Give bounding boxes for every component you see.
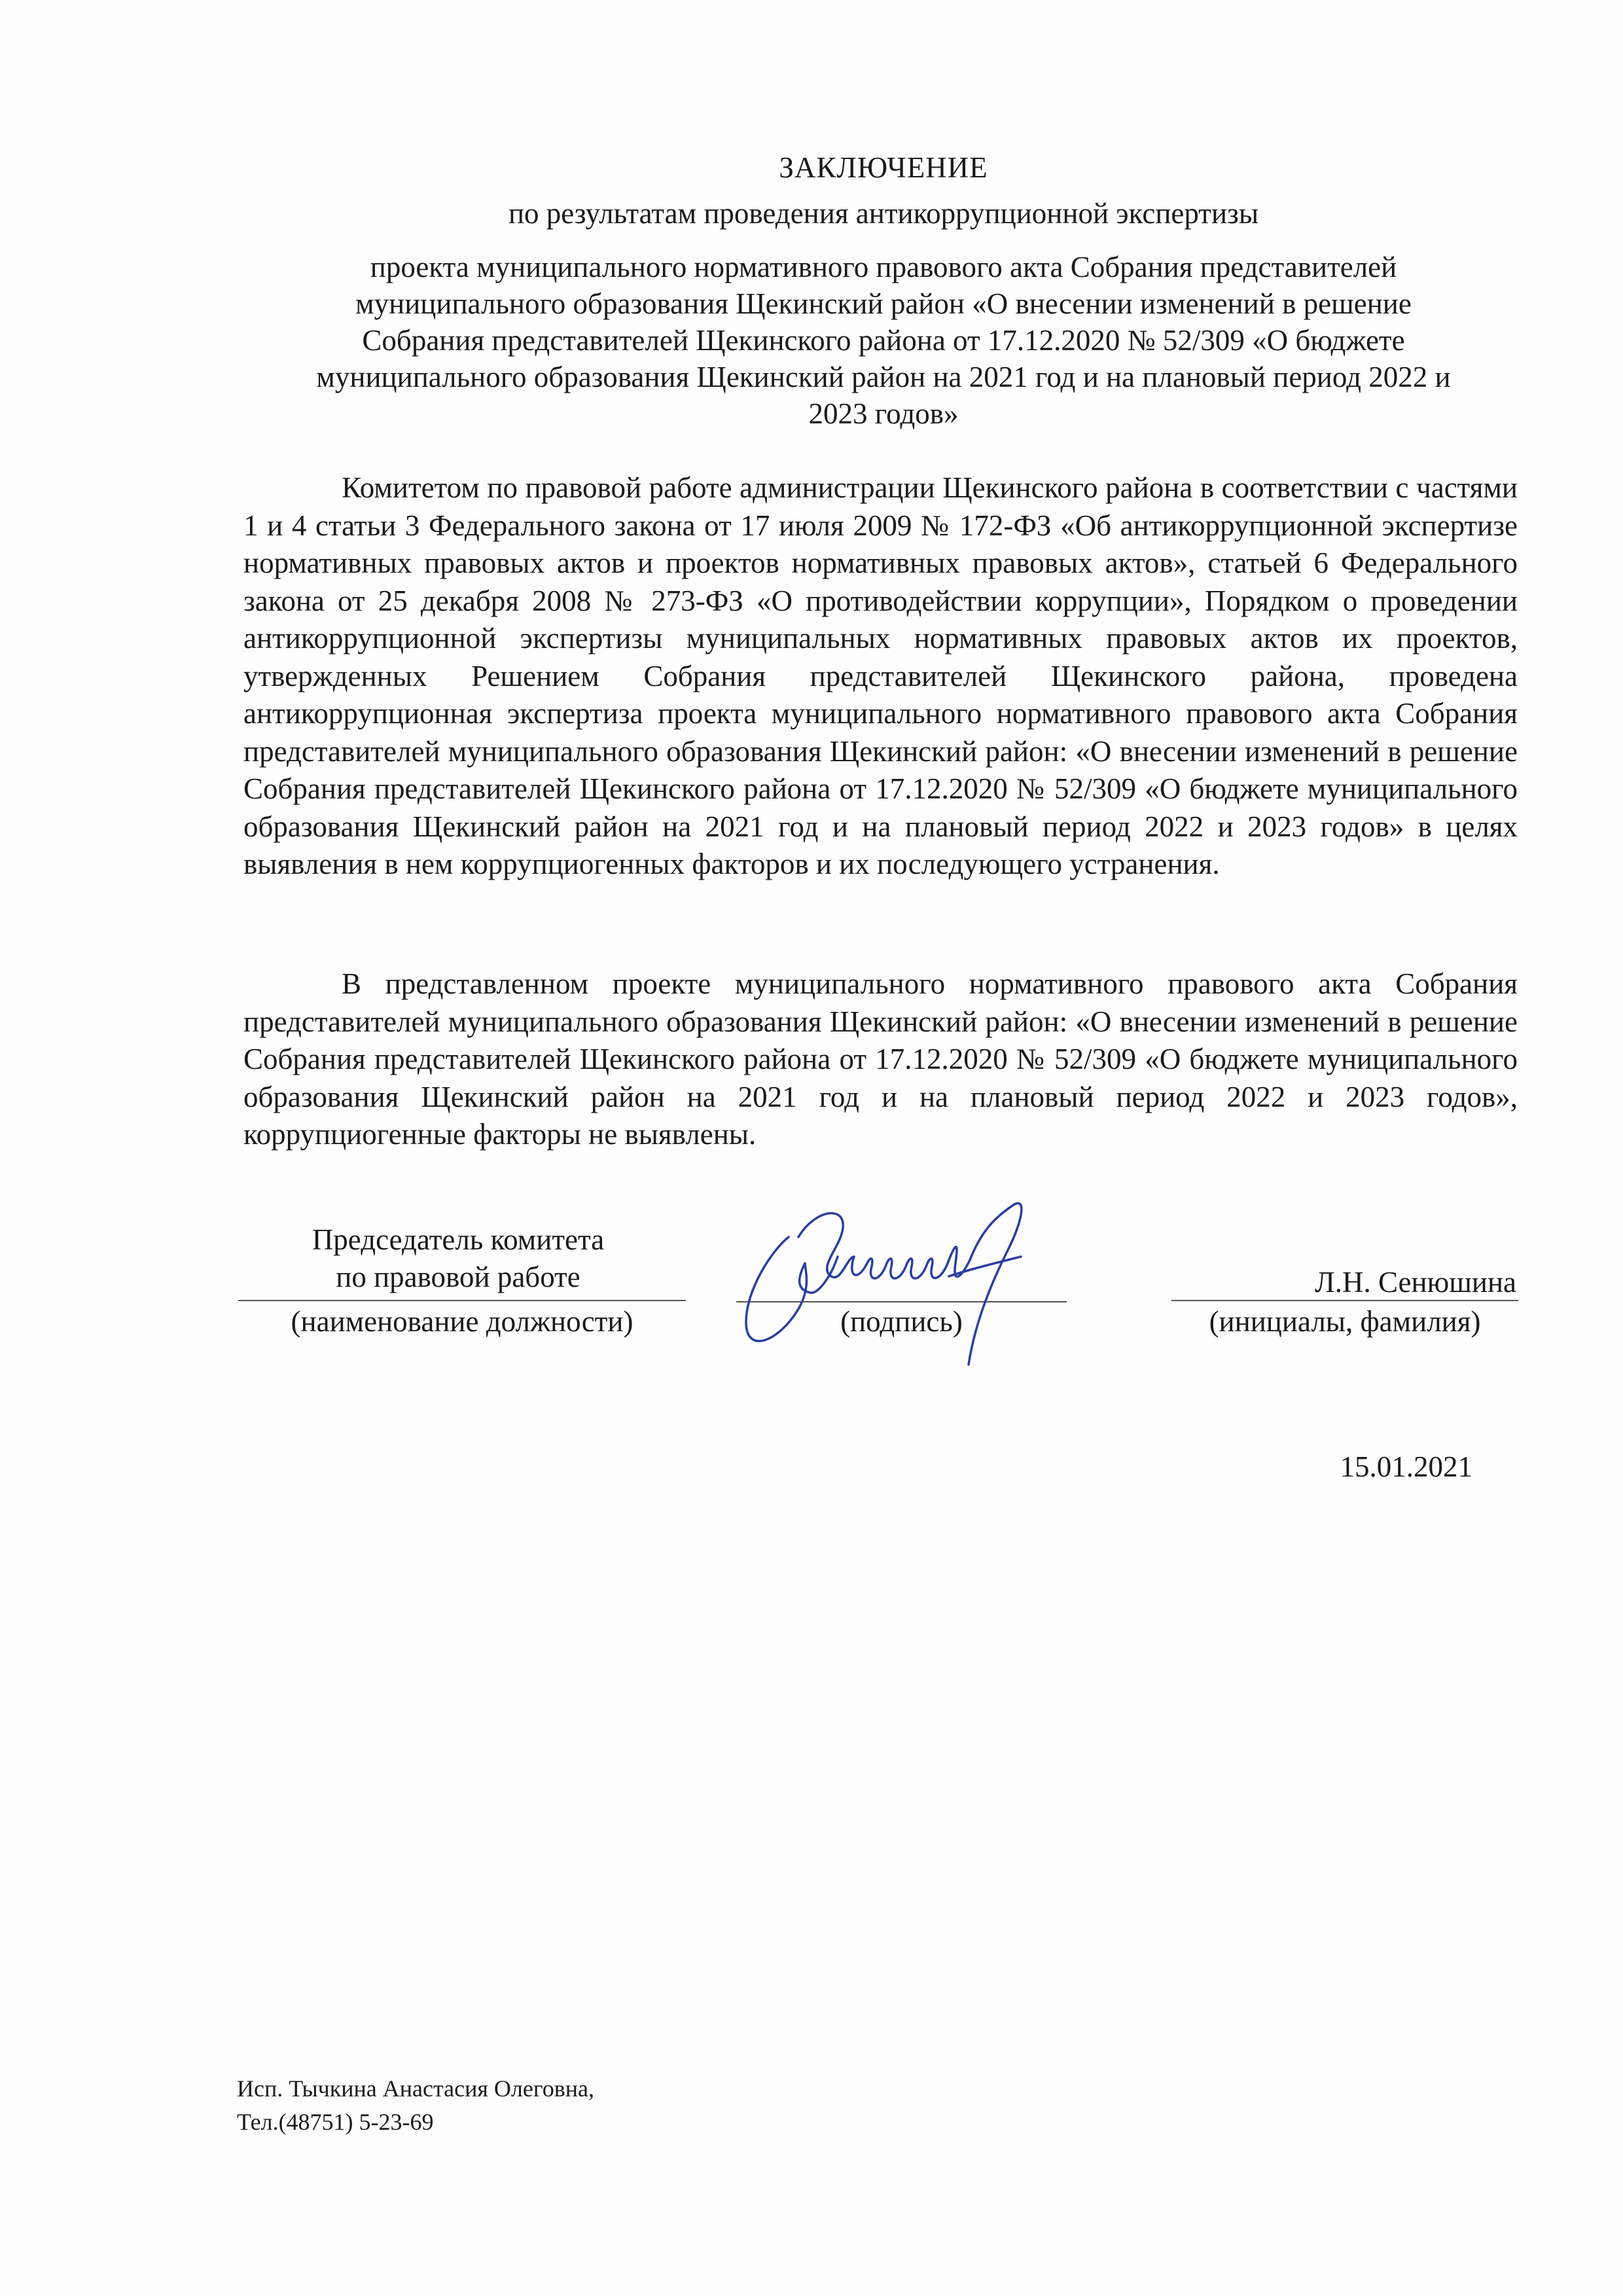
executor-phone: Тел.(48751) 5-23-69 (237, 2109, 434, 2135)
executor-info (237, 2072, 594, 2139)
position-line-1: Председатель комитета (312, 1223, 605, 1256)
project-title-line: Собрания представителей Щекинского района от 17.12.2020 № 52/309 «О бюджете (362, 324, 1405, 357)
signatory-position (236, 1221, 681, 1296)
project-title-line: муниципального образования Щекинский район «О внесении изменений в решение (355, 287, 1412, 320)
position-caption: (наименование должности) (291, 1305, 633, 1338)
project-title-line: муниципального образования Щекинский район на 2021 год и на плановый период 2022 и (316, 361, 1451, 393)
signature-caption: (подпись) (840, 1305, 963, 1338)
name-caption: (инициалы, фамилия) (1209, 1305, 1481, 1338)
document-title: ЗАКЛЮЧЕНИЕ (779, 151, 988, 184)
project-title-line: проекта муниципального нормативного правового акта Собрания представителей (370, 251, 1397, 283)
name-underline (1171, 1300, 1518, 1301)
document-date: 15.01.2021 (1340, 1450, 1472, 1483)
body-paragraph-1: Комитетом по правовой работе администрации Щекинского района в соответствии с частями 1 и 4 статьи 3 Федерального закона от 17 июля 2009 № 172-ФЗ «Об антикоррупционной экспертизе нормативных правовых актов и проектов нормативных правовых актов», статьей 6 Федерального закона от 25 декабря 2008 № 273-ФЗ «О противодействии коррупции», Порядком о проведении антикоррупционной экспертизы муниципальных нормативных правовых актов их проектов, утвержденных Решением Собрания представителей Щекинского района, проведена антикоррупционная экспертиза проекта муниципального нормативного правового акта Собрания представителей муниципального образования Щекинский район: «О внесении изменений в решение Собрания представителей Щекинского района от 17.12.2020 № 52/309 «О бюджете муниципального образования Щекинский район на 2021 год и на плановый период 2022 и 2023 годов» в целях выявления в нем коррупциогенных факторов и их последующего устранения. (243, 471, 1518, 880)
body-paragraph-2: В представленном проекте муниципального нормативного правового акта Собрания представителей муниципального образования Щекинский район: «О внесении изменений в решение Собрания представителей Щекинского района от 17.12.2020 № 52/309 «О бюджете муниципального образования Щекинский район на 2021 год и на плановый период 2022 и 2023 годов», коррупциогенные факторы не выявлены. (243, 967, 1518, 1151)
project-title-line: 2023 годов» (808, 397, 959, 430)
project-title (236, 249, 1531, 432)
document-subtitle: по результатам проведения антикоррупционной экспертизы (508, 197, 1259, 230)
executor-name: Исп. Тычкина Анастасия Олеговна, (237, 2075, 594, 2102)
handwritten-signature (733, 1178, 1060, 1374)
position-line-2: по правовой работе (336, 1261, 580, 1293)
signatory-name: Л.Н. Сенюшина (1315, 1266, 1516, 1299)
position-underline (238, 1300, 686, 1301)
